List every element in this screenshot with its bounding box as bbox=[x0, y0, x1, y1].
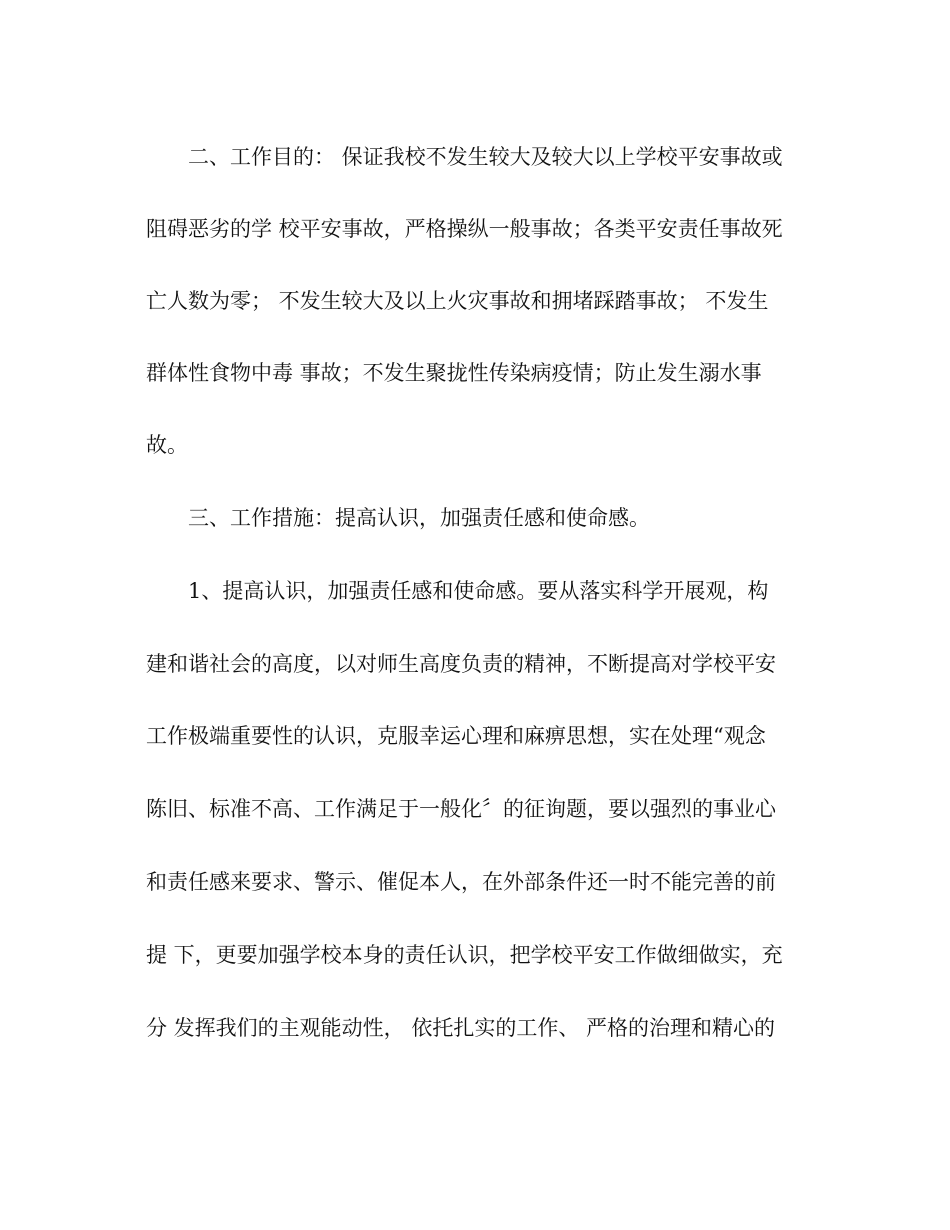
text-line: 故。 bbox=[146, 433, 188, 457]
text-line: 三、工作措施：提高认识，加强责任感和使命感。 bbox=[188, 506, 650, 530]
text-line: 建和谐社会的高度，以对师生高度负责的精神，不断提高对学校平安 bbox=[146, 652, 776, 676]
text-line: 分 发挥我们的主观能动性， 依托扎实的工作、 严格的治理和精心的 bbox=[146, 1016, 776, 1040]
text-line: 阻碍恶劣的学 校平安事故，严格操纵一般事故；各类平安责任事故死 bbox=[146, 217, 783, 241]
text-line: 提 下，更要加强学校本身的责任认识，把学校平安工作做细做实，充 bbox=[146, 943, 783, 967]
text-line: 亡人数为零； 不发生较大及以上火灾事故和拥堵踩踏事故； 不发生 bbox=[146, 289, 769, 313]
text-line: 工作极端重要性的认识，克服幸运心理和麻痹思想，实在处理“观念 bbox=[146, 724, 766, 748]
text-line: 群体性食物中毒 事故；不发生聚拢性传染病疫情；防止发生溺水事 bbox=[146, 361, 762, 385]
text-line: 1、提高认识，加强责任感和使命感。要从落实科学开展观，构 bbox=[188, 579, 769, 603]
text-line: 陈旧、标准不高、工作满足于一般化〞的征询题，要以强烈的事业心 bbox=[146, 797, 776, 821]
text-line: 和责任感来要求、警示、催促本人，在外部条件还一时不能完善的前 bbox=[146, 870, 776, 894]
text-line: 二、工作目的： 保证我校不发生较大及较大以上学校平安事故或 bbox=[188, 145, 783, 169]
